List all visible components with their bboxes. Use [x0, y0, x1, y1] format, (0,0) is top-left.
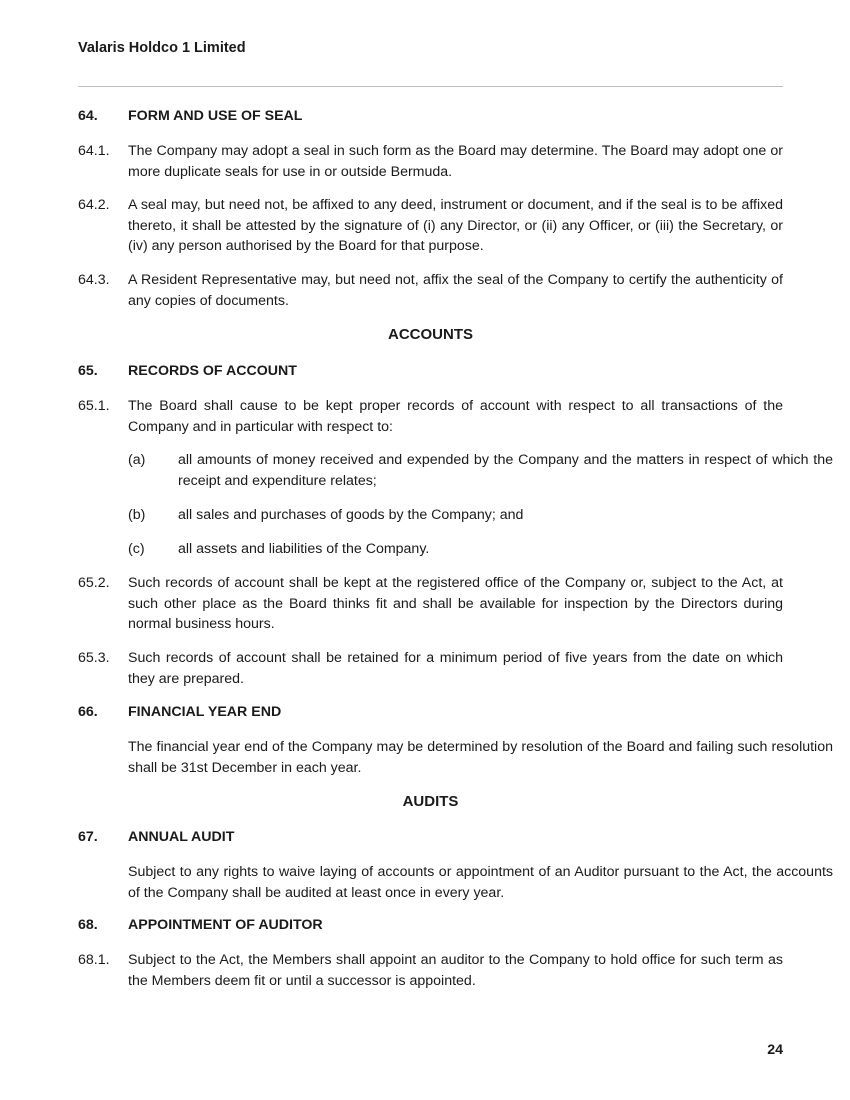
subclause-number: (c)	[128, 541, 145, 557]
clause-64-1	[78, 141, 783, 182]
clause-number: 65.3.	[78, 650, 110, 666]
subclause-text: all amounts of money received and expended by the Company and the matters in respect of which the receipt and expenditure relates;	[178, 452, 833, 489]
section-title: FINANCIAL YEAR END	[128, 704, 282, 720]
section-number: 65.	[78, 363, 98, 379]
clause-text: Subject to the Act, the Members shall appoint an auditor to the Company to hold office for such term as the Members deem fit or until a successor is appointed.	[128, 952, 783, 989]
clause-text: The Company may adopt a seal in such form as the Board may determine. The Board may adopt one or more duplicate seals for use in or outside Bermuda.	[128, 143, 783, 180]
header-divider	[78, 86, 783, 87]
accounts-section-title: ACCOUNTS	[388, 326, 473, 343]
clause-64-3	[78, 270, 783, 311]
section-67-text: Subject to any rights to waive laying of accounts or appointment of an Auditor pursuant to the Act, the accounts of the Company shall be audited at least once in every year.	[128, 864, 833, 901]
document-header-title: Valaris Holdco 1 Limited	[78, 40, 246, 56]
section-64-heading	[78, 106, 783, 127]
subclause-text: all assets and liabilities of the Company.	[178, 541, 430, 557]
section-number: 64.	[78, 108, 98, 124]
clause-number: 64.1.	[78, 143, 110, 159]
clause-text: Such records of account shall be kept at the registered office of the Company or, subject to the Act, at such other place as the Board thinks fit and shall be available for inspection by the Directors during normal business hours.	[128, 575, 783, 632]
clause-number: 65.2.	[78, 575, 110, 591]
section-title: RECORDS OF ACCOUNT	[128, 363, 297, 379]
clause-65-3	[78, 648, 783, 689]
page-number: 24	[767, 1042, 783, 1058]
subclause-b	[78, 505, 833, 526]
subclause-number: (b)	[128, 507, 146, 523]
clause-number: 65.1.	[78, 398, 110, 414]
clause-number: 68.1.	[78, 952, 110, 968]
clause-65-1	[78, 396, 783, 437]
clause-text: A Resident Representative may, but need not, affix the seal of the Company to certify the authenticity of any copies of documents.	[128, 272, 783, 309]
subclause-number: (a)	[128, 452, 146, 468]
clause-number: 64.2.	[78, 197, 110, 213]
clause-text: The Board shall cause to be kept proper records of account with respect to all transactions of the Company and in particular with respect to:	[128, 398, 783, 435]
subclause-c	[78, 539, 833, 560]
clause-text: Such records of account shall be retained for a minimum period of five years from the date on which they are prepared.	[128, 650, 783, 687]
clause-65-2	[78, 573, 783, 635]
audits-section-title: AUDITS	[402, 793, 459, 810]
section-68-heading	[78, 915, 783, 936]
section-65-heading	[78, 361, 783, 382]
section-title: FORM AND USE OF SEAL	[128, 108, 303, 124]
section-67-heading	[78, 827, 783, 848]
subclause-a	[78, 450, 833, 491]
subclause-text: all sales and purchases of goods by the Company; and	[178, 507, 524, 523]
section-number: 67.	[78, 829, 98, 845]
clause-68-1	[78, 950, 783, 991]
clause-number: 64.3.	[78, 272, 110, 288]
section-number: 68.	[78, 917, 98, 933]
section-title: APPOINTMENT OF AUDITOR	[128, 917, 323, 933]
section-number: 66.	[78, 704, 98, 720]
section-66-text: The financial year end of the Company may be determined by resolution of the Board and failing such resolution shall be 31st December in each year.	[128, 739, 833, 776]
clause-64-2	[78, 195, 783, 257]
section-title: ANNUAL AUDIT	[128, 829, 235, 845]
clause-text: A seal may, but need not, be affixed to any deed, instrument or document, and if the seal is to be affixed thereto, it shall be attested by the signature of (i) any Director, or (ii) any Officer, or (iii) the Secretary, or (iv) any person authorised by the Board for that purpose.	[128, 197, 783, 254]
section-66-heading	[78, 702, 783, 723]
